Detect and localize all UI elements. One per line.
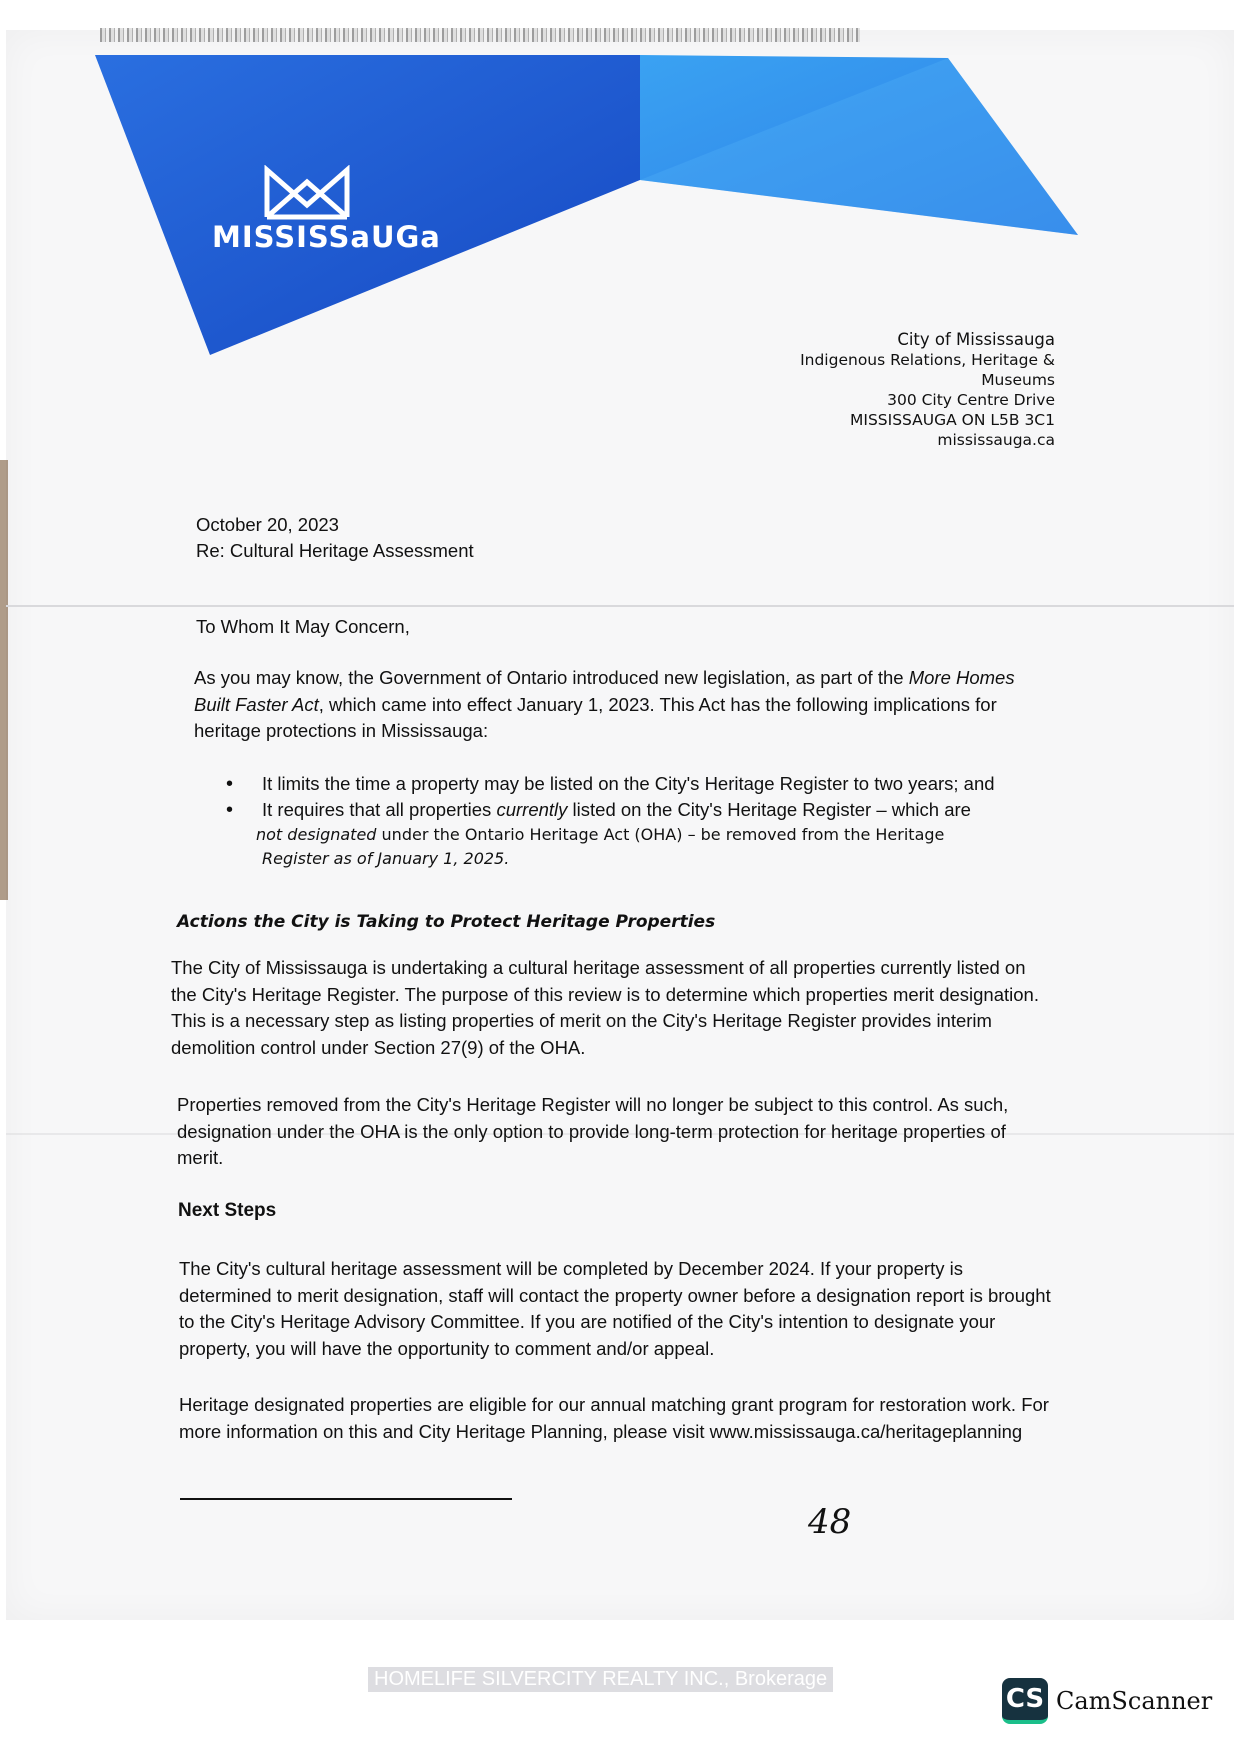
sender-web: mississauga.ca — [937, 431, 1055, 449]
header-banner — [0, 0, 1240, 380]
camscanner-badge — [1002, 1678, 1212, 1724]
sender-dept: Indigenous Relations, Heritage & Museums — [800, 351, 1055, 389]
section-heading-next-steps: Next Steps — [178, 1200, 277, 1221]
actions-paragraph: The City of Mississauga is undertaking a cultural heritage assessment of all properties currently listed on the City's Heritage Register. The purpose of this review is to determine which properties merit designation. This is a necessary step as listing properties of merit on the City's Heritage Register provides interim demolition control under Section 27(9) of the OHA. — [171, 957, 1039, 1058]
grant-paragraph: Heritage designated properties are eligible for our annual matching grant program for restoration work. For more information on this and City Heritage Planning, please visit www.mississauga.ca/heritageplanning — [179, 1394, 1049, 1442]
banner-left-triangle — [95, 55, 640, 355]
mississauga-logo-icon — [262, 165, 352, 221]
camscanner-label: CamScanner — [1056, 1687, 1213, 1715]
brokerage-watermark: HOMELIFE SILVERCITY REALTY INC., Brokerage — [368, 1667, 833, 1692]
salutation: To Whom It May Concern, — [196, 616, 410, 637]
signature-line — [180, 1498, 512, 1500]
sender-street: 300 City Centre Drive — [887, 391, 1055, 409]
removed-paragraph: Properties removed from the City's Heritage Register will no longer be subject to this control. As such, designation under the OHA is the only option to provide long-term protection for heritage properties of merit. — [177, 1094, 1009, 1168]
letter-date: October 20, 2023 — [196, 514, 339, 535]
camscanner-icon: CS — [1002, 1678, 1048, 1724]
implications-list — [226, 772, 1026, 872]
letter-subject: Re: Cultural Heritage Assessment — [196, 540, 474, 561]
sender-city: MISSISSAUGA ON L5B 3C1 — [850, 411, 1055, 429]
next-steps-paragraph: The City's cultural heritage assessment will be completed by December 2024. If your property is determined to merit designation, staff will contact the property owner before a designation report is brought to the City's Heritage Advisory Committee. If you are notified of the City's intention to designate your property, you will have the opportunity to comment and/or appeal. — [179, 1258, 1051, 1359]
sender-address — [785, 330, 1055, 450]
section-heading-actions: Actions the City is Taking to Protect Heritage Properties — [177, 912, 716, 932]
sender-org: City of Mississauga — [897, 330, 1055, 349]
page-edge-shadow — [0, 460, 8, 900]
list-item: • It limits the time a property may be listed on the City's Heritage Register to two years; and — [226, 772, 1026, 796]
fold-crease — [6, 605, 1234, 607]
list-item: • It requires that all properties currently listed on the City's Heritage Register – which are not designated under the Ontario Heritage Act (OHA) – be removed from the Heritage Register as of January 1, 2025. — [226, 798, 1026, 870]
intro-paragraph: As you may know, the Government of Ontario introduced new legislation, as part of the More Homes Built Faster Act, which came into effect January 1, 2023. This Act has the following implications for heritage protections in Mississauga: — [194, 667, 1015, 741]
handwritten-page-number: 48 — [808, 1502, 852, 1542]
logo-wordmark: MISSISSaUGa — [212, 220, 441, 254]
